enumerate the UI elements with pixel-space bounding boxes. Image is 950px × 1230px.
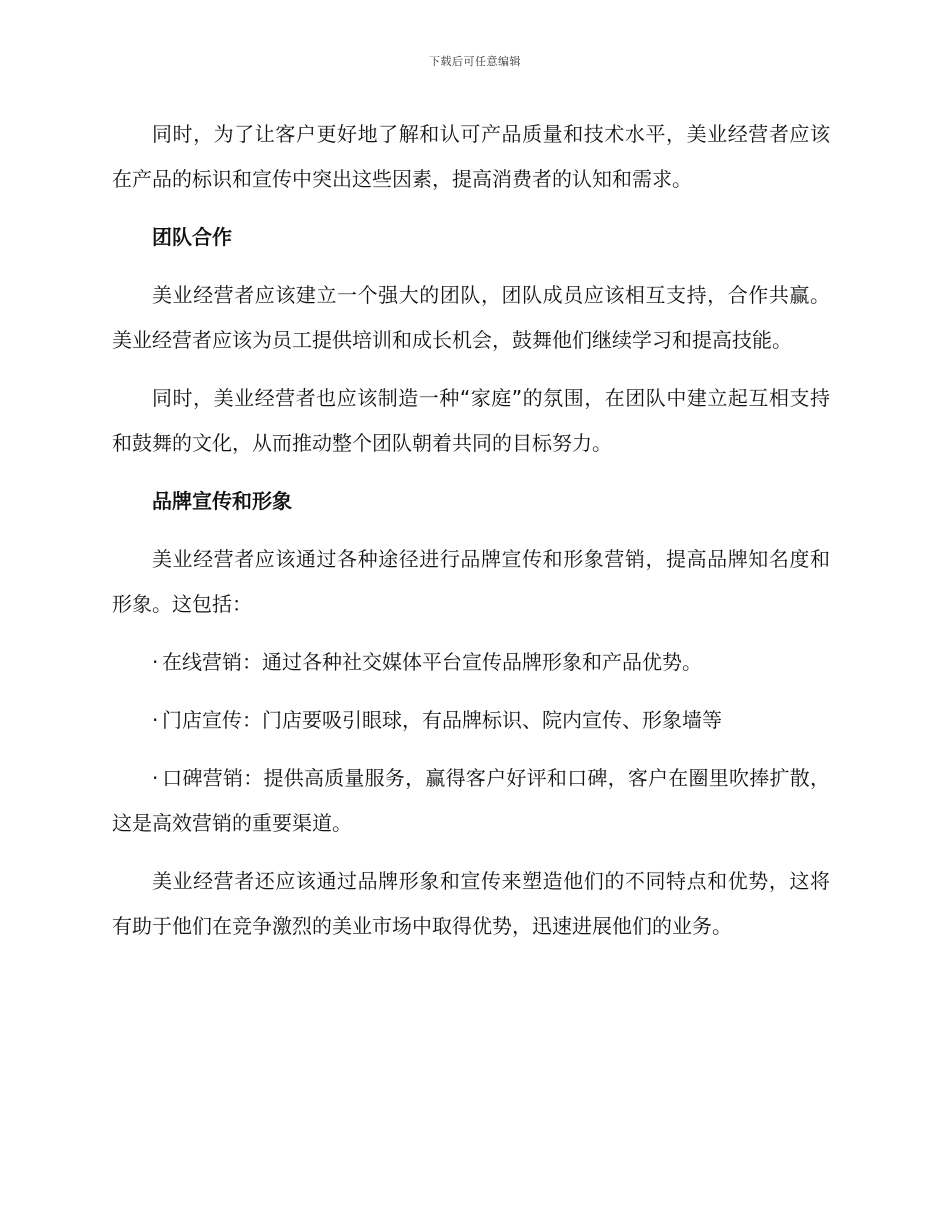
paragraph-product-promotion: 同时，为了让客户更好地了解和认可产品质量和技术水平，美业经营者应该在产品的标识和宣传中突出这些因素，提高消费者的认知和需求。 bbox=[112, 122, 830, 191]
paragraph-brand-marketing: 美业经营者应该通过各种途径进行品牌宣传和形象营销，提高品牌知名度和形象。这包括： bbox=[112, 547, 830, 616]
document-body bbox=[112, 112, 830, 962]
list-item-text: 口碑营销：提供高质量服务，赢得客户好评和口碑，客户在圈里吹捧扩散，这是高效营销的重要渠道。 bbox=[112, 766, 830, 835]
section-heading-brand: 品牌宣传和形象 bbox=[152, 489, 292, 513]
list-item-store-promotion bbox=[112, 698, 830, 743]
section-heading-teamwork: 团队合作 bbox=[152, 225, 232, 249]
list-item-online-marketing bbox=[112, 640, 830, 685]
list-item-text: 门店宣传：门店要吸引眼球，有品牌标识、院内宣传、形象墙等 bbox=[162, 708, 722, 732]
list-item-text: 在线营销：通过各种社交媒体平台宣传品牌形象和产品优势。 bbox=[162, 650, 702, 674]
paragraph-strong-team: 美业经营者应该建立一个强大的团队，团队成员应该相互支持，合作共赢。美业经营者应该为员工提供培训和成长机会，鼓舞他们继续学习和提高技能。 bbox=[112, 283, 830, 352]
list-item-word-of-mouth bbox=[112, 756, 830, 846]
paragraph-family-atmosphere: 同时，美业经营者也应该制造一种“家庭”的氛围，在团队中建立起互相支持和鼓舞的文化，从而推动整个团队朝着共同的目标努力。 bbox=[112, 386, 830, 455]
page-header: 下载后可任意编辑 bbox=[429, 55, 521, 68]
bullet-dot: · bbox=[152, 650, 159, 674]
bullet-dot: · bbox=[152, 766, 159, 790]
paragraph-conclusion: 美业经营者还应该通过品牌形象和宣传来塑造他们的不同特点和优势，这将有助于他们在竞争激烈的美业市场中取得优势，迅速进展他们的业务。 bbox=[112, 869, 830, 938]
bullet-dot: · bbox=[152, 708, 159, 732]
